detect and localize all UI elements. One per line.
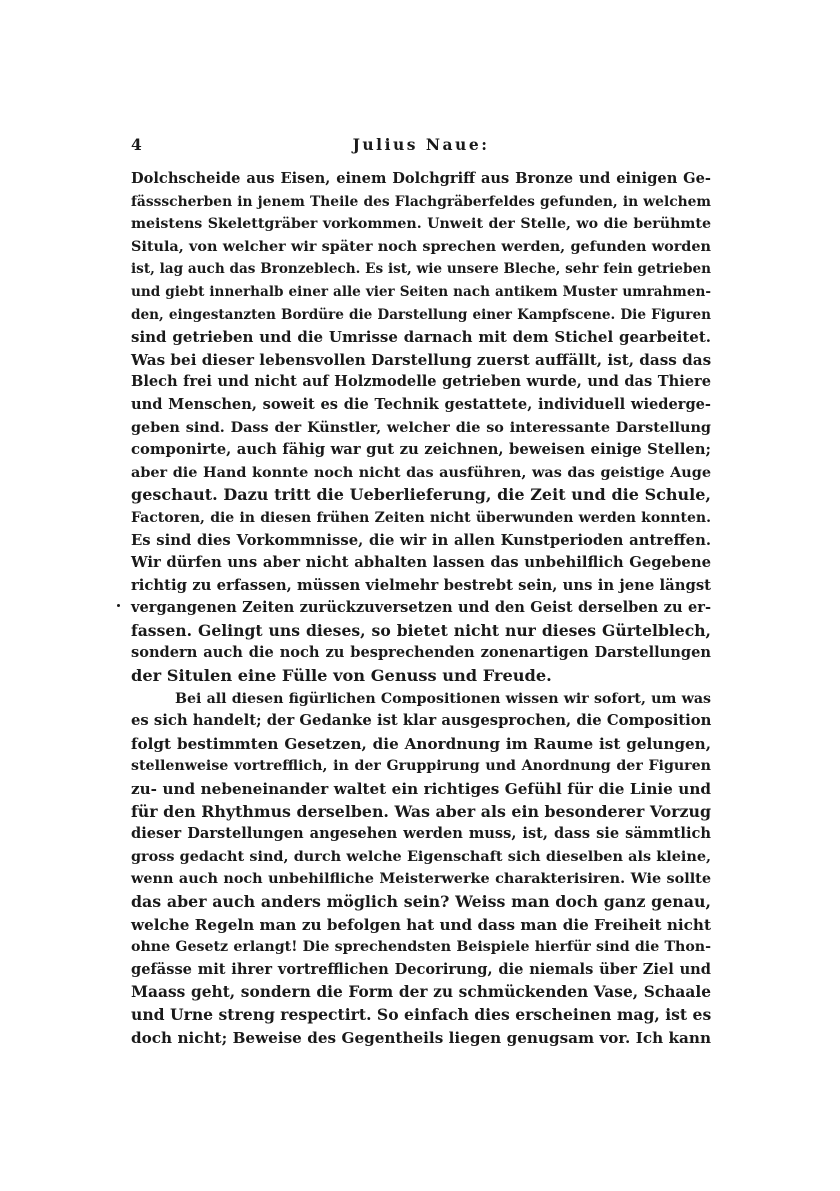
body-text (131, 168, 711, 1049)
text-line: Situla, von welcher wir später noch sprechen werden, gefunden worden (131, 237, 711, 255)
page-number: 4 (131, 135, 142, 154)
text-line: und Menschen, soweit es die Technik gestattete, individuell wiederge- (131, 395, 711, 413)
margin-mark (117, 604, 120, 607)
text-line: ohne Gesetz erlangt! Die sprechendsten Beispiele hierfür sind die Thon- (131, 939, 711, 956)
text-line: für den Rhythmus derselben. Was aber als ein besonderer Vorzug (131, 801, 711, 821)
running-title: Julius Naue: (352, 135, 490, 154)
text-line: Maass geht, sondern die Form der zu schmückenden Vase, Schaale (131, 983, 711, 1002)
text-line: folgt bestimmten Gesetzen, die Anordnung im Raume ist gelungen, (131, 734, 711, 753)
text-line: ist, lag auch das Bronzeblech. Es ist, wie unsere Bleche, sehr fein getrieben (131, 261, 711, 278)
text-line: Dolchscheide aus Eisen, einem Dolchgriff aus Bronze und einigen Ge- (131, 170, 711, 187)
text-line: fässscherben in jenem Theile des Flachgräberfeldes gefunden, in welchem (131, 193, 711, 210)
text-line: und Urne streng respectirt. So einfach dies erscheinen mag, ist es (131, 1004, 712, 1024)
text-line: doch nicht; Beweise des Gegentheils liegen genugsam vor. Ich kann (131, 1028, 711, 1047)
text-line: den, eingestanzten Bordüre die Darstellung einer Kampfscene. Die Figuren (131, 306, 711, 323)
text-line: Es sind dies Vorkommnisse, die wir in allen Kunstperioden antreffen. (131, 531, 711, 549)
text-line: Wir dürfen uns aber nicht abhalten lassen das unbehilflich Gegebene (131, 554, 711, 572)
text-line: der Situlen eine Fülle von Genuss und Freude. (131, 666, 552, 686)
text-line: das aber auch anders möglich sein? Weiss man doch ganz genau, (131, 892, 711, 911)
text-line: gross gedacht sind, durch welche Eigenschaft sich dieselben als kleine, (131, 847, 711, 865)
text-line: aber die Hand konnte noch nicht das ausführen, was das geistige Auge (131, 463, 711, 481)
text-line: dieser Darstellungen angesehen werden muss, ist, dass sie sämmtlich (131, 825, 711, 843)
text-line: sondern auch die noch zu besprechenden zonenartigen Darstellungen (131, 644, 711, 662)
text-line: Factoren, die in diesen frühen Zeiten nicht überwunden werden konnten. (131, 509, 711, 526)
text-line: geben sind. Dass der Künstler, welcher die so interessante Darstellung (131, 418, 711, 436)
text-line: sind getrieben und die Umrisse darnach mit dem Stichel gearbeitet. (131, 328, 711, 347)
text-line: und giebt innerhalb einer alle vier Seiten nach antikem Muster umrahmen- (131, 283, 711, 300)
text-line: Blech frei und nicht auf Holzmodelle getrieben wurde, und das Thiere (131, 373, 711, 391)
text-line: geschaut. Dazu tritt die Ueberlieferung, die Zeit und die Schule, (131, 485, 711, 505)
text-line: gefässe mit ihrer vortrefflichen Decorirung, die niemals über Ziel und (131, 960, 711, 978)
text-line: wenn auch noch unbehilfliche Meisterwerke charakterisiren. Wie sollte (131, 870, 711, 888)
text-line: Bei all diesen figürlichen Compositionen wissen wir sofort, um was (175, 690, 711, 707)
text-line: vergangenen Zeiten zurückzuversetzen und den Geist derselben zu er- (131, 599, 711, 617)
paragraph-1 (131, 168, 711, 688)
text-line: stellenweise vortrefflich, in der Gruppirung und Anordnung der Figuren (131, 758, 711, 775)
text-line: fassen. Gelingt uns dieses, so bietet nicht nur dieses Gürtelblech, (131, 620, 711, 640)
text-line: meistens Skelettgräber vorkommen. Unweit der Stelle, wo die berühmte (131, 216, 711, 233)
text-line: es sich handelt; der Gedanke ist klar ausgesprochen, die Composition (131, 712, 712, 730)
text-line: richtig zu erfassen, müssen vielmehr bestrebt sein, uns in jene längst (131, 576, 711, 594)
text-line: Was bei dieser lebensvollen Darstellung zuerst auffällt, ist, dass das (131, 350, 712, 369)
text-line: welche Regeln man zu befolgen hat und dass man die Freiheit nicht (131, 915, 711, 934)
text-line: componirte, auch fähig war gut zu zeichnen, beweisen einige Stellen; (131, 441, 711, 459)
text-line: zu- und nebeneinander waltet ein richtiges Gefühl für die Linie und (131, 780, 711, 799)
paragraph-2 (131, 688, 711, 1050)
page-header (131, 133, 711, 157)
